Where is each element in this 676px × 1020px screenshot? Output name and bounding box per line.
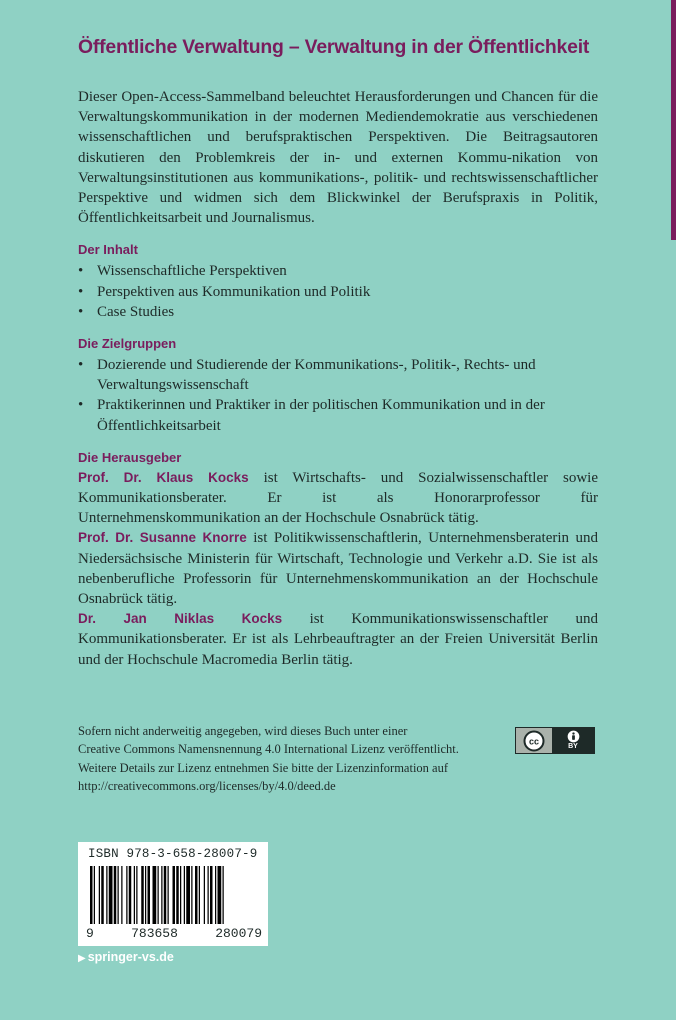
barcode-bar bbox=[90, 866, 93, 924]
barcode-bar bbox=[164, 866, 167, 924]
isbn-text: ISBN 978-3-658-28007-9 bbox=[88, 847, 258, 861]
book-title: Öffentliche Verwaltung – Verwaltung in der Öffentlichkeit bbox=[78, 36, 590, 58]
back-cover-content bbox=[78, 36, 598, 670]
editor-name: Prof. Dr. Susanne Knorre bbox=[78, 530, 247, 546]
list-item: • Dozierende und Studierende der Kommunikations-, Politik-, Rechts- und Verwaltungswissenschaft bbox=[78, 355, 598, 395]
barcode-bar bbox=[145, 866, 146, 924]
barcode-bar bbox=[215, 866, 216, 924]
intro-line: Beitragsautoren diskutieren den Problemkreis der in- und externen Kommu- bbox=[78, 129, 598, 166]
editor-entry bbox=[78, 609, 598, 670]
barcode-digit-group: 280079 bbox=[215, 926, 262, 941]
barcode-bar bbox=[99, 866, 100, 924]
barcode-bar bbox=[134, 866, 135, 924]
barcode-bar bbox=[129, 866, 132, 924]
barcode-bars bbox=[86, 866, 262, 928]
by-label: BY bbox=[568, 743, 578, 750]
herausgeber-heading: Die Herausgeber bbox=[78, 449, 182, 465]
barcode-bar bbox=[109, 866, 113, 924]
cc-icon bbox=[516, 728, 552, 753]
zielgruppen-heading: Die Zielgruppen bbox=[78, 336, 177, 352]
intro-line: Berufspraxis in Politik, Öffentlichkeitsarbeit und Journalismus. bbox=[78, 190, 599, 227]
barcode-bar bbox=[158, 866, 159, 924]
accent-bar bbox=[671, 0, 676, 240]
barcode-bar bbox=[106, 866, 107, 924]
publisher-url: springer-vs.de bbox=[87, 950, 174, 964]
barcode-bar bbox=[195, 866, 198, 924]
barcode-bar bbox=[118, 866, 119, 924]
barcode-bar bbox=[204, 866, 205, 924]
list-item: • Praktikerinnen und Praktiker in der politischen Kommunikation und in der Öffentlichkeitsarbeit bbox=[78, 395, 598, 435]
barcode-bar bbox=[186, 866, 190, 924]
barcode-digit-group: 9 bbox=[86, 926, 94, 941]
arrow-right-icon: ▶ bbox=[78, 953, 86, 964]
list-item: • Wissenschaftliche Perspektiven bbox=[78, 261, 598, 281]
editor-name: Prof. Dr. Klaus Kocks bbox=[78, 469, 249, 485]
barcode-bar bbox=[126, 866, 127, 924]
barcode-bar bbox=[153, 866, 157, 924]
barcode-bar bbox=[168, 866, 169, 924]
svg-text:cc: cc bbox=[528, 736, 540, 746]
intro-paragraph bbox=[78, 87, 598, 228]
intro-line: verschiedenen wissenschaftlichen und berufspraktischen Perspektiven. Die bbox=[78, 109, 598, 146]
barcode-bar bbox=[176, 866, 179, 924]
barcode-bar bbox=[161, 866, 162, 924]
barcode-bar bbox=[210, 866, 213, 924]
list-item: • Perspektiven aus Kommunikation und Politik bbox=[78, 282, 598, 302]
barcode-bar bbox=[94, 866, 95, 924]
intro-line: für die Verwaltungskommunikation in der modernen Mediendemokratie aus bbox=[78, 89, 598, 126]
editor-name: Dr. Jan Niklas Kocks bbox=[78, 611, 283, 627]
barcode-bar bbox=[223, 866, 224, 924]
inhalt-heading: Der Inhalt bbox=[78, 242, 138, 258]
cc-by-badge[interactable] bbox=[515, 727, 595, 754]
barcode-bar bbox=[199, 866, 200, 924]
barcode-bar bbox=[218, 866, 222, 924]
by-section bbox=[552, 728, 594, 753]
editor-bio: ist Wirtschafts- und Sozialwissenschaftler sowie Kommunikationsberater. Er ist als Honorarprofessor für Unternehmenskommunikation an der Hochschule Osnabrück tätig. bbox=[78, 469, 598, 527]
license-line: Sofern nicht anderweitig angegeben, wird dieses Buch unter einer bbox=[78, 724, 408, 738]
barcode-bar bbox=[136, 866, 137, 924]
license-url[interactable]: http://creativecommons.org/licenses/by/4.0/deed.de bbox=[78, 778, 336, 793]
barcode-bar bbox=[121, 866, 122, 924]
license-notice bbox=[78, 722, 498, 795]
intro-line: Dieser Open-Access-Sammelband beleuchtet Herausforderungen und Chancen bbox=[78, 89, 554, 105]
license-line: Weitere Details zur Lizenz entnehmen Sie bitte der Lizenzinformation auf bbox=[78, 760, 449, 775]
editor-entry bbox=[78, 528, 598, 609]
license-line: Creative Commons Namensnennung 4.0 International Lizenz veröffentlicht. bbox=[78, 742, 459, 757]
editor-bio: ist Politikwissenschaftlerin, Unternehmensberaterin und Niedersächsische Ministerin für Wirtschaft, Technologie und Verkehr a.D. Sie ist als nebenberufliche Professorin für Unternehmenskommunikation an der Hochschule Osnabrück tätig. bbox=[78, 530, 598, 608]
barcode-bar bbox=[114, 866, 117, 924]
zielgruppen-list bbox=[78, 355, 598, 436]
barcode-bar bbox=[148, 866, 151, 924]
barcode-bar bbox=[180, 866, 181, 924]
barcode-bar bbox=[191, 866, 192, 924]
intro-line: nikation von Verwaltungsinstitutionen aus kommunikations-, politik- und bbox=[78, 149, 598, 186]
list-item: • Case Studies bbox=[78, 302, 598, 322]
barcode-bar bbox=[141, 866, 144, 924]
person-icon bbox=[567, 730, 580, 743]
editor-bio: ist Kommunikationswissenschaftler und Kommunikationsberater. Er ist als Lehrbeauftragter an der Freien Universität Berlin und der Hochschule Macromedia Berlin tätig. bbox=[78, 611, 598, 668]
inhalt-list bbox=[78, 261, 598, 322]
barcode-bar bbox=[184, 866, 185, 924]
editor-entry bbox=[78, 468, 598, 529]
barcode-digit-group: 783658 bbox=[131, 926, 178, 941]
barcode-bar bbox=[101, 866, 104, 924]
intro-line: rechtswissenschaftlicher Perspektive und widmen sich dem Blickwinkel der bbox=[78, 169, 598, 207]
publisher-link[interactable] bbox=[78, 950, 174, 964]
isbn-barcode bbox=[78, 842, 268, 946]
barcode-bar bbox=[208, 866, 209, 924]
barcode-digits bbox=[86, 926, 262, 941]
barcode-bar bbox=[173, 866, 176, 924]
